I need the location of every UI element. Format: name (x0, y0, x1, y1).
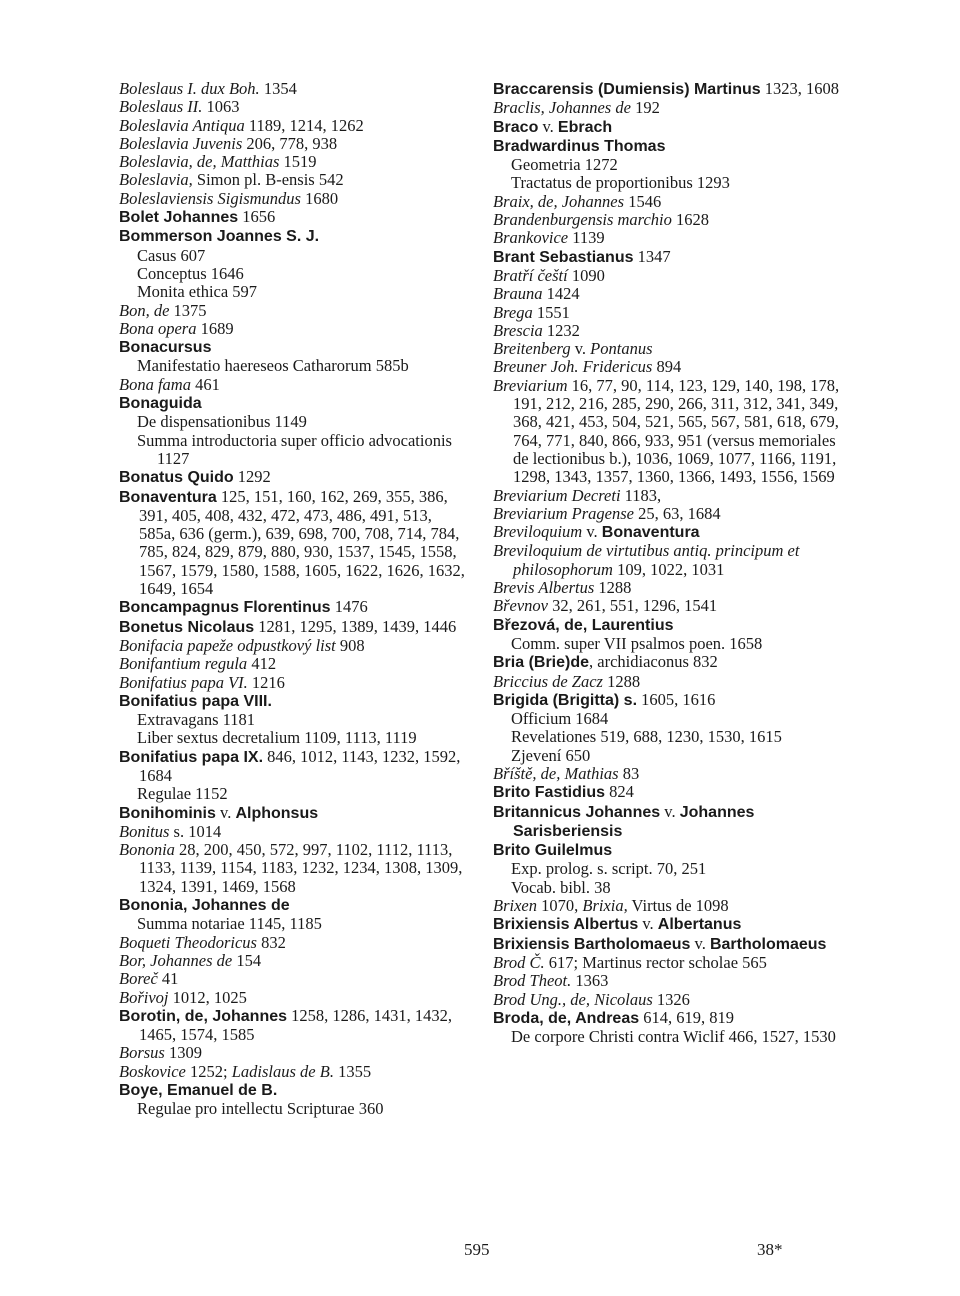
entry-term: Braclis, Johannes de (493, 98, 631, 118)
entry-refs: v. (215, 802, 236, 822)
entry-term: Bonifatius papa VI. (119, 672, 248, 692)
index-subentry (493, 879, 845, 897)
index-entry (493, 137, 845, 156)
entry-refs: 1090 (567, 265, 605, 285)
index-entry (119, 227, 470, 246)
entry-heading: Broda, de, Andreas (493, 1009, 640, 1027)
entry-refs: 1070, (536, 896, 583, 916)
entry-refs: Casus 607 (137, 245, 206, 265)
entry-heading: Bartholomaeus (709, 935, 827, 953)
entry-refs: 1183, (620, 485, 662, 505)
entry-refs: De dispensationibus 1149 (137, 412, 307, 432)
index-subentry (119, 785, 470, 803)
entry-refs: Summa notariae 1145, 1185 (137, 914, 322, 934)
entry-refs: De corpore Christi contra Wiclif 466, 1527, 1530 (511, 1027, 836, 1047)
index-subentry (119, 413, 470, 431)
entry-refs: 1309 (164, 1043, 202, 1063)
index-subentry (493, 860, 845, 878)
entry-term: Borsus (119, 1043, 165, 1063)
entry-refs: 1355 (333, 1061, 372, 1081)
index-entry (119, 376, 470, 394)
entry-refs: 1258, 1286, 1431, 1432, 1465, 1574, 1585 (139, 1005, 453, 1045)
index-entry (493, 691, 845, 710)
entry-refs: 1012, 1025 (168, 987, 247, 1007)
index-entry (119, 970, 470, 988)
entry-refs: 1288 (594, 578, 632, 598)
entry-refs: 1424 (542, 284, 580, 304)
entry-refs: 1232 (542, 320, 580, 340)
entry-heading: Johannes Sarisberiensis (513, 803, 755, 840)
index-entry (119, 989, 470, 1007)
entry-refs: 1680 (300, 188, 339, 208)
index-entry (119, 637, 470, 655)
entry-refs: 154 (232, 950, 262, 970)
entry-refs: Conceptus 1646 (137, 263, 244, 283)
entry-refs: 461 (190, 374, 220, 394)
entry-heading: Bonetus Nicolaus (119, 618, 255, 636)
entry-refs: 1323, 1608 (760, 79, 840, 98)
entry-refs: 908 (335, 635, 365, 655)
index-entry (493, 377, 845, 487)
index-entry (119, 1081, 470, 1100)
entry-refs: 1689 (196, 318, 234, 338)
index-entry (493, 487, 845, 505)
entry-term: Bořivoj (119, 987, 169, 1007)
index-subentry (493, 156, 845, 174)
index-entry (119, 674, 470, 692)
entry-heading: Brixiensis Bartholomaeus (493, 935, 691, 953)
index-entry (493, 783, 845, 802)
entry-term: Brescia (493, 320, 543, 340)
entry-refs: 1292 (233, 467, 271, 487)
index-subentry (493, 710, 845, 728)
entry-heading: Brito Fastidius (493, 784, 606, 802)
entry-refs: 83 (618, 763, 640, 783)
entry-term: Breviloquium (493, 522, 583, 542)
entry-term: Briccius de Zacz (493, 671, 603, 691)
signature-mark: 38* (757, 1240, 783, 1259)
entry-heading: Alphonsus (235, 804, 319, 822)
entry-refs: 1628 (671, 210, 710, 230)
entry-refs: 846, 1012, 1143, 1232, 1592, 1684 (139, 746, 461, 785)
entry-heading: Brito Guilelmus (493, 842, 613, 860)
entry-heading: Bria (Brie)de (493, 654, 590, 672)
index-entry (119, 98, 470, 116)
entry-refs: v. (690, 933, 710, 953)
index-entry (119, 190, 470, 208)
index-entry (493, 304, 845, 322)
entry-refs: 1363 (571, 971, 609, 991)
entry-heading: Bommerson Joannes S. J. (119, 228, 320, 246)
index-entry (493, 915, 845, 934)
entry-term: Breviarium Decreti (493, 485, 621, 505)
entry-refs: 1605, 1616 (637, 689, 716, 709)
entry-term: Breviarium Pragense (493, 503, 634, 523)
index-entry (493, 897, 845, 915)
entry-term: Bon, de (119, 300, 170, 320)
index-entry (493, 803, 845, 842)
index-entry (119, 488, 470, 599)
index-entry (493, 673, 845, 691)
index-entry (493, 653, 845, 672)
index-entry (119, 117, 470, 135)
entry-heading: Bonifatius papa VIII. (119, 692, 272, 710)
index-subentry (119, 711, 470, 729)
index-subentry (493, 728, 845, 746)
index-entry (493, 267, 845, 285)
entry-refs: 1139 (568, 228, 605, 248)
index-entry (493, 841, 845, 860)
entry-refs: 824 (605, 782, 634, 802)
entry-refs: Zjevení 650 (511, 745, 591, 765)
index-entry (493, 991, 845, 1009)
index-entry (119, 952, 470, 970)
index-entry (119, 338, 470, 357)
entry-refs: 16, 77, 90, 114, 123, 129, 140, 198, 178, 191, 212, 216, 285, 290, 266, 311, 312, 341, 349, 368, 421, 453, 504, 521, 565, 567, 581, 618, 679, 764, 771, 840, 866, 933, 951 (versus memoriales de lectionibus b.), 1036, 1069, 1077, 1166, 1191, 1298, 1343, 1357, 1360, 1366, 1493, 1556, 1569 (513, 375, 840, 487)
entry-refs: , archidiaconus 832 (589, 652, 718, 672)
entry-heading: Brixiensis Albertus (493, 916, 639, 934)
index-entry (493, 972, 845, 990)
entry-term: Boleslaus II. (119, 97, 203, 117)
entry-term: Boreč (119, 969, 158, 989)
index-entry (119, 394, 470, 413)
entry-refs: v. (638, 914, 658, 934)
entry-refs: s. 1014 (169, 821, 222, 841)
index-entry (493, 118, 845, 137)
entry-refs: 1476 (330, 597, 368, 617)
entry-term: Boleslaviensis Sigismundus (119, 188, 301, 208)
index-entry (493, 285, 845, 303)
entry-term: Bonifantium regula (119, 654, 248, 674)
index-subentry (493, 747, 845, 765)
entry-term: Breviarium (493, 375, 568, 395)
entry-refs: Virtus de 1098 (627, 896, 729, 916)
entry-heading: Bononia, Johannes de (119, 897, 290, 915)
entry-refs: 1281, 1295, 1389, 1439, 1446 (254, 616, 457, 636)
index-entry (493, 935, 845, 954)
index-entry (119, 302, 470, 320)
entry-term: Breuner Joh. Fridericus (493, 357, 653, 377)
index-entry (119, 618, 470, 637)
index-entry (119, 320, 470, 338)
entry-refs: 1519 (279, 152, 317, 172)
entry-refs: 28, 200, 450, 572, 997, 1102, 1112, 1113, 1133, 1139, 1154, 1183, 1232, 1234, 1308, 1309, 1324, 1391, 1469, 1568 (139, 840, 463, 896)
index-subentry (119, 1100, 470, 1118)
entry-term: Bonifacia papeže odpustkový list (119, 635, 336, 655)
entry-refs: v. (660, 801, 680, 821)
entry-refs: Geometria 1272 (511, 155, 618, 175)
entry-heading: Bonaventura (119, 488, 217, 506)
entry-term: Boskovice (119, 1061, 186, 1081)
entry-refs: 125, 151, 160, 162, 269, 355, 386, 391, 405, 408, 432, 472, 473, 486, 491, 513, 585a, 636 (germ.), 639, 698, 700, 708, 714, 784, 785, 824, 829, 879, 880, 930, 1537, 1545, 1558, 1567, 1579, 1580, 1588, 1605, 1622, 1626, 1632, 1649, 1654 (139, 486, 465, 599)
entry-heading: Bonifatius papa IX. (119, 748, 264, 766)
index-entry (493, 597, 845, 615)
index-entry (493, 542, 845, 579)
entry-refs: 1063 (202, 97, 240, 117)
index-subentry (119, 247, 470, 265)
page-number: 595 (464, 1240, 490, 1259)
entry-term: Boleslavia, de, Matthias (119, 152, 280, 172)
entry-heading: Albertanus (657, 916, 742, 934)
entry-refs: Extravagans 1181 (137, 710, 256, 730)
entry-term: Brixia, (582, 896, 628, 916)
entry-refs: 832 (256, 932, 286, 952)
entry-term: Breitenberg (493, 339, 571, 359)
entry-term: Bona opera (119, 318, 197, 338)
entry-refs: Monita ethica 597 (137, 282, 258, 302)
entry-refs: 617; Martinus rector scholae 565 (544, 952, 767, 972)
index-entry (493, 99, 845, 117)
entry-heading: Bradwardinus Thomas (493, 137, 666, 155)
entry-heading: Březová, de, Laurentius (493, 616, 674, 634)
index-entry (119, 135, 470, 153)
entry-term: Bononia (119, 840, 175, 860)
entry-refs: 1326 (652, 989, 690, 1009)
index-entry (119, 80, 470, 98)
index-entry (493, 616, 845, 635)
entry-refs: 41 (157, 969, 179, 989)
entry-refs: 614, 619, 819 (639, 1007, 734, 1027)
index-entry (119, 655, 470, 673)
entry-heading: Bonatus Quido (119, 469, 234, 487)
entry-refs: 206, 778, 938 (242, 133, 338, 153)
entry-term: Brixen (493, 896, 537, 916)
entry-refs: 1189, 1214, 1262 (244, 115, 364, 135)
entry-refs: 25, 63, 1684 (633, 503, 721, 523)
entry-refs: Tractatus de proportionibus 1293 (511, 173, 730, 193)
entry-heading: Borotin, de, Johannes (119, 1007, 288, 1025)
entry-term: Bor, Johannes de (119, 950, 233, 970)
entry-term: Bříště, de, Mathias (493, 763, 619, 783)
index-entry (493, 1009, 845, 1028)
entry-term: Boleslavia, (119, 170, 193, 190)
entry-term: Pontanus (590, 339, 653, 359)
index-entry (119, 896, 470, 915)
entry-refs: v. (570, 339, 591, 359)
entry-heading: Bonihominis (119, 804, 216, 822)
entry-refs: 1375 (169, 300, 207, 320)
entry-refs: 894 (652, 357, 682, 377)
entry-heading: Bonaventura (601, 524, 700, 542)
entry-refs: Exp. prolog. s. script. 70, 251 (511, 859, 707, 879)
index-entry (119, 804, 470, 823)
entry-term: Brod Theot. (493, 971, 572, 991)
entry-refs: Comm. super VII psalmos poen. 1658 (511, 633, 763, 653)
entry-heading: Boncampagnus Florentinus (119, 599, 331, 617)
entry-term: Břevnov (493, 596, 548, 616)
entry-term: Brevis Albertus (493, 578, 595, 598)
index-entry (493, 322, 845, 340)
entry-refs: 1252; (185, 1061, 232, 1081)
entry-heading: Bolet Johannes (119, 209, 239, 227)
entry-refs: Officium 1684 (511, 709, 609, 729)
index-entry (119, 153, 470, 171)
index-entry (119, 1063, 470, 1081)
index-entry (493, 248, 845, 267)
index-entry (493, 765, 845, 783)
entry-refs: Summa introductoria super officio advocationis 1127 (137, 430, 452, 468)
index-subentry (119, 357, 470, 375)
index-entry (493, 523, 845, 542)
entry-refs: 1354 (259, 79, 297, 98)
index-subentry (119, 915, 470, 933)
entry-refs: Regulae 1152 (137, 784, 228, 804)
entry-refs: 1551 (532, 302, 570, 322)
entry-term: Boleslavia Antiqua (119, 115, 245, 135)
index-column-left (119, 80, 470, 1119)
index-entry (119, 468, 470, 487)
entry-refs: 1546 (624, 191, 662, 211)
index-entry (119, 171, 470, 189)
entry-term: Brandenburgensis marchio (493, 210, 672, 230)
entry-term: Brankovice (493, 228, 569, 248)
entry-refs: v. (538, 116, 558, 136)
entry-term: Breviloquium de virtutibus antiq. principum et philosophorum (493, 541, 800, 579)
index-subentry (493, 1028, 845, 1046)
entry-term: Ladislaus de B. (231, 1061, 334, 1081)
index-entry (119, 748, 470, 786)
entry-heading: Ebrach (557, 118, 613, 136)
entry-term: Brod Č. (493, 952, 545, 972)
index-entry (493, 954, 845, 972)
index-entry (119, 841, 470, 896)
entry-refs: 32, 261, 551, 1296, 1541 (547, 596, 718, 616)
index-entry (493, 340, 845, 358)
index-entry (119, 208, 470, 227)
entry-term: Boqueti Theodoricus (119, 932, 257, 952)
entry-refs: 1288 (602, 671, 641, 691)
entry-heading: Boye, Emanuel de B. (119, 1082, 278, 1100)
entry-term: Bonitus (119, 821, 170, 841)
entry-heading: Britannicus Johannes (493, 803, 661, 821)
entry-refs: 1656 (238, 207, 276, 227)
entry-refs: 1347 (633, 246, 671, 266)
entry-refs: 1216 (247, 672, 285, 692)
index-entry (119, 934, 470, 952)
entry-heading: Braco (493, 118, 539, 136)
index-entry (119, 1007, 470, 1045)
entry-refs: Revelationes 519, 688, 1230, 1530, 1615 (511, 727, 782, 747)
entry-refs: Vocab. bibl. 38 (511, 877, 611, 897)
entry-heading: Brigida (Brigitta) s. (493, 691, 638, 709)
index-entry (119, 692, 470, 711)
index-entry (493, 358, 845, 376)
entry-refs: 412 (247, 654, 277, 674)
entry-refs: 109, 1022, 1031 (612, 559, 725, 579)
index-entry (119, 823, 470, 841)
index-subentry (493, 174, 845, 192)
index-entry (493, 229, 845, 247)
entry-term: Brega (493, 302, 533, 322)
entry-refs: Manifestatio haereseos Catharorum 585b (137, 356, 409, 376)
entry-heading: Bonaguida (119, 395, 202, 413)
entry-refs: Liber sextus decretalium 1109, 1113, 1119 (137, 728, 417, 748)
index-entry (493, 505, 845, 523)
index-entry (493, 193, 845, 211)
index-entry (119, 598, 470, 617)
index-entry (493, 80, 845, 99)
index-entry (119, 1044, 470, 1062)
index-subentry (493, 635, 845, 653)
entry-refs: Regulae pro intellectu Scripturae 360 (137, 1099, 384, 1119)
entry-heading: Bonacursus (119, 339, 212, 357)
entry-refs: v. (582, 522, 602, 542)
index-subentry (119, 283, 470, 301)
index-subentry (119, 432, 470, 469)
entry-term: Boleslavia Juvenis (119, 133, 243, 153)
entry-term: Bona fama (119, 374, 191, 394)
entry-term: Bratří čeští (493, 265, 568, 285)
index-subentry (119, 729, 470, 747)
index-column-right (493, 80, 845, 1046)
index-entry (493, 579, 845, 597)
entry-term: Boleslaus I. dux Boh. (119, 79, 260, 98)
index-subentry (119, 265, 470, 283)
entry-heading: Braccarensis (Dumiensis) Martinus (493, 81, 761, 98)
entry-term: Brauna (493, 284, 543, 304)
entry-term: Braix, de, Johannes (493, 191, 625, 211)
entry-refs: Simon pl. B-ensis 542 (192, 170, 344, 190)
index-entry (493, 211, 845, 229)
entry-heading: Brant Sebastianus (493, 248, 634, 266)
entry-refs: 192 (630, 98, 660, 118)
entry-term: Brod Ung., de, Nicolaus (493, 989, 653, 1009)
